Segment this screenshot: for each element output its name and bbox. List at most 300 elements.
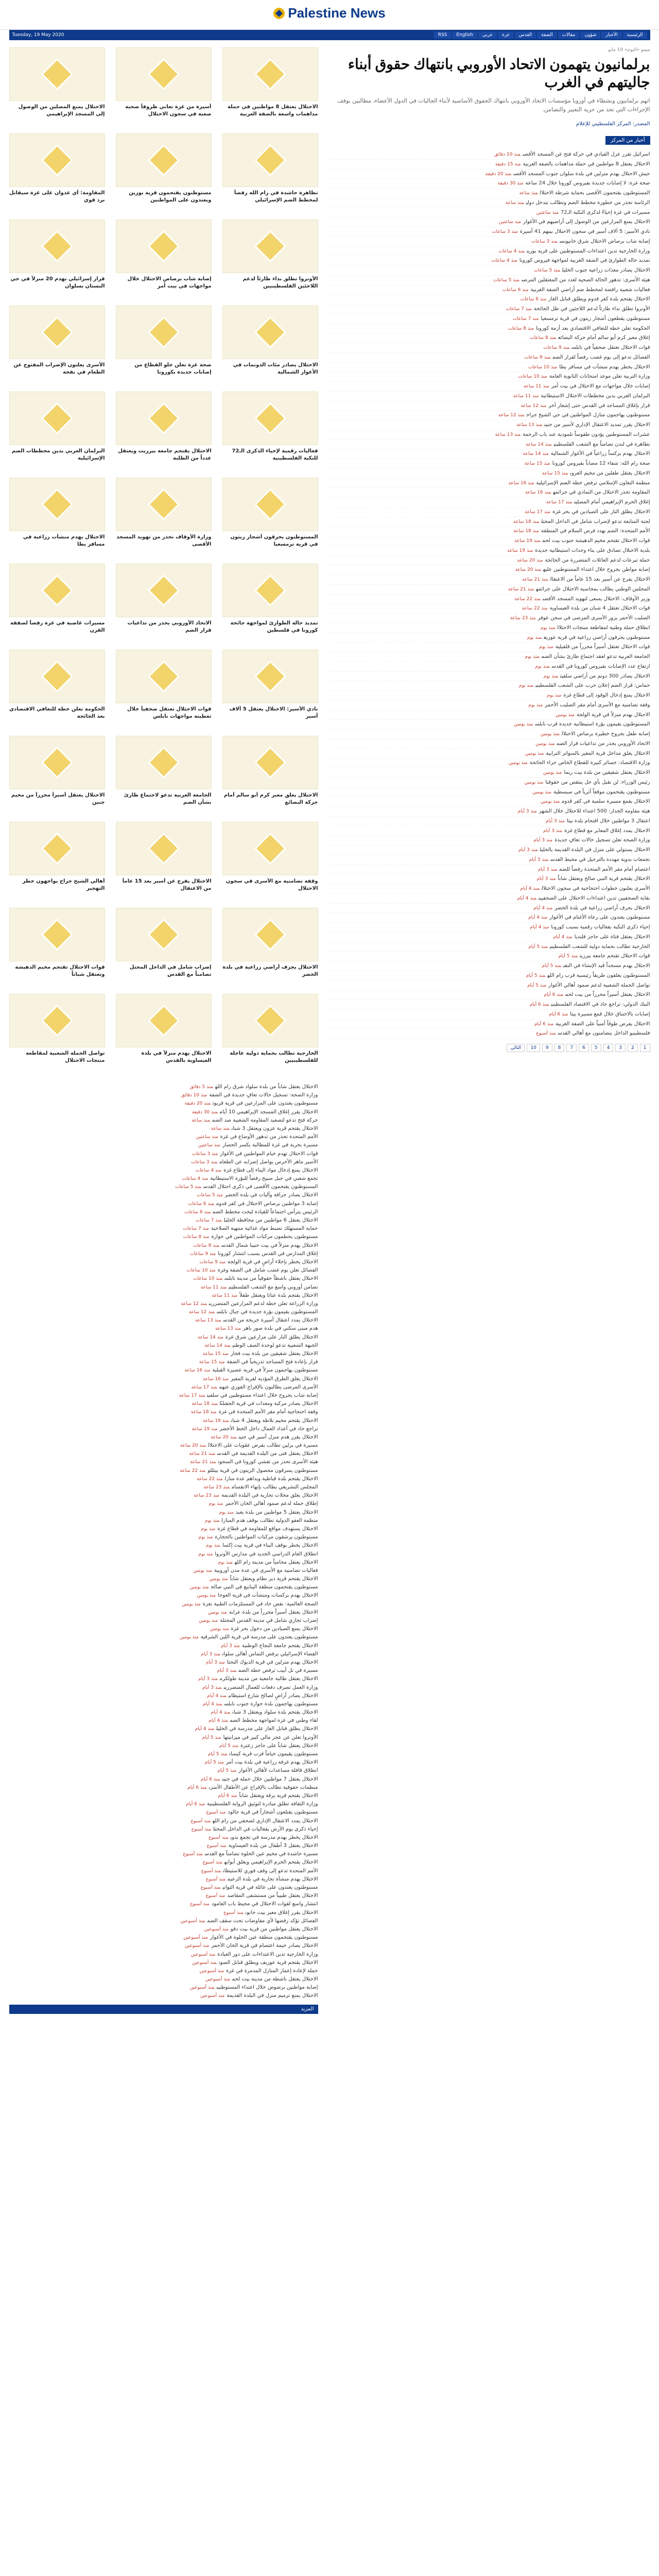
list-item-link[interactable]: قوات الاحتلال تعتقل 4 شبان من بلدة العيساوية (549, 605, 650, 612)
list-item-link[interactable]: الاحتلال يقتحم مخيم بلاطة ويعتقل 4 شبان (231, 1417, 318, 1423)
list-item-link[interactable]: الأمم المتحدة تدعو إلى وقف فوري للاستيطان (223, 1868, 318, 1874)
card-title[interactable]: وزارة الأوقاف تحذر من تهويد المسجد الأقصى (116, 534, 212, 547)
list-item-link[interactable]: المقاومة تحذر الاحتلال من التمادي في جرائمه (553, 489, 650, 496)
list-item-link[interactable]: انطلاق العام الدراسي الجديد في مدارس الأونروا (215, 1551, 318, 1557)
list-item-link[interactable]: الفصائل تعلن يوم غضب شامل في الضفة وغزة (217, 1267, 318, 1274)
nav-item[interactable]: القدس (515, 31, 536, 39)
list-item-link[interactable]: الاحتلال يطلق قنابل الغاز على مدرسة في الخليل (216, 1726, 318, 1732)
card-thumbnail[interactable] (222, 736, 318, 789)
card-thumbnail[interactable] (9, 478, 105, 531)
list-item-link[interactable]: مسيرة في برلين تطالب بفرض عقوبات على الاحتلال (208, 1443, 318, 1449)
list-item-link[interactable]: الاحتلال يعتقل ناشطة من مدينة بيت لحم (232, 1976, 318, 1982)
list-item-link[interactable]: الاحتلال يعتقل ناشطاً حقوقياً من مدينة نابلس (224, 1276, 318, 1282)
news-card[interactable] (222, 564, 318, 642)
nav-item[interactable]: الأخبار (601, 31, 621, 39)
list-item-link[interactable]: تجمع شعبي في جبل صبيح رفضاً للبؤرة الاستيطانية (210, 1176, 318, 1182)
card-title[interactable]: الاحتلال يغلق معبر كرم أبو سالم أمام حركة البضائع (223, 792, 318, 805)
card-thumbnail[interactable] (222, 47, 318, 101)
more-box[interactable]: المزيد (9, 2005, 318, 2014)
news-card[interactable] (222, 908, 318, 987)
list-item-link[interactable]: انتشار واسع لقوات الاحتلال في محيط باب العامود (211, 1901, 318, 1907)
list-item-link[interactable]: وزارة الصحة تعلن تسجيل حالات تعافٍ جديدة (554, 837, 650, 843)
card-thumbnail[interactable] (116, 478, 212, 531)
list-item-link[interactable]: الاحتلال يمنع الصيادين من دخول بحر غزة (231, 1626, 318, 1632)
list-item-link[interactable]: الاحتلال يقتحم قرية دير نظام ويعتقل شاباً (230, 1576, 318, 1582)
list-item-link[interactable]: بلدية الاحتلال تصادق على بناء وحدات استيطانية جديدة (535, 547, 650, 553)
card-title[interactable]: الاحتلال يصادر مئات الدونمات في الأغوار الشمالية (233, 362, 318, 375)
list-item-link[interactable]: تراجع حاد في أعداد العمال داخل الخط الأخضر (219, 1426, 318, 1432)
list-item-link[interactable]: الاحتلال يعتقل أسيراً محرراً من بلدة عرابة (229, 1609, 318, 1615)
list-item-link[interactable]: الاحتلال يعتقل 6 مواطنين من محافظة الخليل (223, 1217, 318, 1223)
list-item-link[interactable]: لجنة المتابعة تدعو لإضراب شامل في الداخل المحتل (541, 518, 650, 524)
list-item-link[interactable]: البرلمان العربي يدين مخططات الاحتلال الاستيطانية (541, 393, 650, 399)
list-item-link[interactable]: قوات الاحتلال تقتحم جامعة بيرزيت (580, 953, 650, 959)
list-item-link[interactable]: قوات الاحتلال تهدم خيام المواطنين في الأغوار (220, 1150, 318, 1157)
list-item-link[interactable]: الاحتلال يمنع إدخال الوقود إلى قطاع غزة (563, 692, 650, 698)
list-item-link[interactable]: الأونروا تعلن عن عجز مالي كبير في ميزانيتها (223, 1734, 318, 1740)
card-title[interactable]: المقاومة: أي عدوان على غزة سيقابل برد قوي (9, 190, 105, 203)
list-item-link[interactable]: انطلاق قافلة مساعدات لأهالي الأغوار (238, 1768, 318, 1774)
list-item-link[interactable]: المجلس التشريعي يطالب بإنهاء الانقسام (231, 1484, 318, 1490)
news-card[interactable] (116, 908, 212, 987)
list-item-link[interactable]: الأسرى يعلنون خطوات احتجاجية في سجون الاحتلال (541, 886, 650, 891)
page-link[interactable]: 6 (579, 1044, 589, 1052)
list-item-link[interactable]: الاحتلال يعتقل 7 مواطنين خلال حملة في جنين (222, 1776, 318, 1782)
list-item-link[interactable]: الاحتلال يصادر خيمة اعتصام في قرية الخان الأحمر (211, 1943, 318, 1949)
list-item-link[interactable]: قرار بإغلاق المساجد في القدس حتى إشعار آخر (548, 402, 650, 409)
page-link[interactable]: 2 (628, 1044, 638, 1052)
list-item-link[interactable]: الاحتلال يعتقل 8 مواطنين في حملة مداهمات بالضفة الغربية (523, 161, 650, 167)
card-title[interactable]: الأونروا تطلق نداء طارئاً لدعم اللاجئين الفلسطينيين (242, 276, 318, 289)
card-title[interactable]: مستوطنون يقتحمون قرية بورين ويعتدون على المواطنين (129, 190, 212, 203)
card-thumbnail[interactable] (222, 219, 318, 273)
list-item-link[interactable]: الصليب الأحمر يزور الأسرى المرضى في سجن عوفر (537, 615, 650, 621)
list-item-link[interactable]: الاحتلال يصادر جرافة وآليات في بلدة الخضر (224, 1192, 318, 1198)
list-item-link[interactable]: الاحتلال يقتحم بلدة سلواد ويعتقل 3 شبان (232, 1709, 318, 1716)
card-thumbnail[interactable] (9, 564, 105, 617)
list-item-link[interactable]: مستوطنون يعتدون على عائلة في قرية التواني (222, 1885, 318, 1890)
list-item-link[interactable]: وزارة العمل تصرف دفعات للعمال المتضررين (223, 1684, 318, 1690)
list-item-link[interactable]: الاحتلال يستهدف مواقع للمقاومة في قطاع غزة (217, 1526, 318, 1532)
card-thumbnail[interactable] (222, 994, 318, 1047)
list-item-link[interactable]: الجبهة الشعبية تدعو لوحدة الصف الوطني (232, 1342, 318, 1348)
card-thumbnail[interactable] (9, 306, 105, 359)
list-item-link[interactable]: تجمعات بدوية مهددة بالترحيل في محيط القدس (550, 856, 650, 862)
card-title[interactable]: الخارجية تطالب بحماية دولية عاجلة للفلسطينيين (230, 1050, 318, 1063)
list-item-link[interactable]: الاحتلال يهدم مسجداً قيد الإنشاء في النقب (563, 963, 650, 969)
news-card[interactable] (222, 650, 318, 728)
list-item-link[interactable]: الأسرى المرضى يطالبون بالإفراج الفوري عنهم (219, 1384, 318, 1390)
list-item-link[interactable]: الاحتلال يجرف أراضي زراعية في بلدة الخضر (554, 905, 650, 911)
list-item-link[interactable]: تمديد حالة الطوارئ في الضفة الغربية لمواجهة فيروس كورونا (519, 258, 650, 264)
card-thumbnail[interactable] (9, 650, 105, 703)
list-item-link[interactable]: الاحتلال يصادر 300 دونم من أراضي سلفيت (560, 673, 650, 679)
list-item-link[interactable]: إغلاق الحرم الإبراهيمي أمام المصلين (574, 499, 650, 505)
list-item-link[interactable]: مستوطنون يعتدون على المزارعين في قرية قريوت (212, 1100, 318, 1107)
news-card[interactable] (116, 650, 212, 728)
card-thumbnail[interactable] (222, 822, 318, 875)
list-item-link[interactable]: حماية المستهلك تضبط مواد غذائية منتهية الصلاحية (211, 1226, 318, 1232)
list-item-link[interactable]: الفصائل تدعو إلى يوم غضب رفضاً لقرار الضم (552, 354, 650, 360)
list-item-link[interactable]: الاحتلال يخطر بوقف البناء في قرية بيت إكسا (222, 1543, 318, 1549)
list-item-link[interactable]: حماس: قرار الضم إعلان حرب على الشعب الفلسطيني (535, 683, 650, 689)
list-item-link[interactable]: الاحتلال يقتحم الحرم الإبراهيمي ويغلق أبوابه (224, 1859, 318, 1866)
list-item-link[interactable]: الأونروا تطلق نداء طارئاً لدعم اللاجئين في ظل الجائحة (533, 306, 650, 312)
news-card[interactable] (9, 219, 105, 298)
news-card[interactable] (9, 306, 105, 384)
card-title[interactable]: قوات الاحتلال تعتقل صحفياً خلال تغطيته مواجهات نابلس (127, 706, 212, 719)
list-item-link[interactable]: وزارة الزراعة تعلن خطة لدعم المزارعين المتضررين (209, 1300, 318, 1307)
card-title[interactable]: الجامعة العربية تدعو لاجتماع طارئ بشأن الضم (124, 792, 212, 805)
site-logo[interactable] (273, 5, 385, 21)
list-item-link[interactable]: الاحتلال يقتحم جامعة النجاح الوطنية (241, 1642, 318, 1649)
list-item-link[interactable]: الاحتلال يطلق النار على الصيادين في بحر غزة (552, 509, 650, 515)
card-title[interactable]: مسيرات غاضبة في غزة رفضاً لصفقة القرن (10, 620, 105, 633)
list-item-link[interactable]: إغلاق معبر كرم أبو سالم أمام حركة البضائع (558, 335, 650, 341)
list-item-link[interactable]: تواصل الحملة الشعبية لدعم صمود أهالي الأغوار (548, 982, 650, 988)
list-item-link[interactable]: ارتفاع عدد الإصابات بفيروس كورونا في القدس (551, 663, 650, 669)
list-item-link[interactable]: وزارة الثقافة تطلق مبادرة لتوثيق الرواية الفلسطينية (207, 1801, 318, 1807)
nav-item[interactable]: الرئيسية (623, 31, 647, 39)
list-item-link[interactable]: مسيرة بحرية في غزة للمطالبة بكسر الحصار (222, 1142, 318, 1148)
list-item-link[interactable]: الاحتلال يقتحم قرية برقة ويعتقل شاباً (239, 1792, 318, 1799)
list-item-link[interactable]: الاحتلال يعتقل شاباً على حاجز زعترة (240, 1742, 318, 1749)
card-title[interactable]: الاحتلال يهدم منشآت زراعية في مسافر يطا (23, 534, 105, 547)
list-item-link[interactable]: مستوطنون يعتدون على رعاة الأغنام في الأغوار (549, 914, 650, 921)
list-item-link[interactable]: فعاليات تضامنية مع الأسرى في عدة مدن أوروبية (214, 1567, 318, 1573)
list-item-link[interactable]: لقاء وطني في غزة لمواجهة مخطط الضم (230, 1718, 318, 1724)
page-link[interactable]: 10 (527, 1044, 540, 1052)
list-item-link[interactable]: الاحتلال يعتقل أسيراً محرراً من بيت لحم (565, 992, 650, 998)
list-item-link[interactable]: مستوطنون يقتلعون أشجاراً في قرية جالود (228, 1809, 318, 1816)
list-item-link[interactable]: مسيرة في تل أبيب ترفض خطة الضم (238, 1668, 318, 1674)
list-item-link[interactable]: رئيس الوزراء: لن نقبل بأي حل ينتقص من حقوقنا (545, 779, 650, 785)
list-item-link[interactable]: مستوطنون يحطمون مركبات المواطنين في حوارة (211, 1234, 318, 1240)
list-item-link[interactable]: الاحتلال يقتحم بلدة عناتا ويعتقل طفلاً (239, 1292, 318, 1298)
news-card[interactable] (9, 822, 105, 901)
list-item-link[interactable]: مستوطنون يقيمون خياماً قرب قرية كيسان (229, 1751, 318, 1757)
list-item-link[interactable]: الاحتلال يعتقل طالبة جامعية من مدينة طولكرم (219, 1676, 318, 1682)
list-item-link[interactable]: هيئة الأسرى تحذر من تفشي كورونا في السجون (218, 1459, 318, 1465)
card-thumbnail[interactable] (9, 47, 105, 101)
list-item-link[interactable]: إصابة مواطنين برضوض خلال اعتداء المستوطنين (216, 1985, 318, 1991)
news-card[interactable] (9, 908, 105, 987)
card-thumbnail[interactable] (116, 392, 212, 445)
list-item-link[interactable]: الصحة العالمية: نقص حاد في المستلزمات الطبية بغزة (202, 1601, 318, 1607)
list-item-link[interactable]: إصابة شاب برصاص الاحتلال شرق خانيونس (559, 238, 650, 244)
list-item-link[interactable]: البنك الدولي: تراجع حاد في الاقتصاد الفلسطيني (551, 1002, 650, 1007)
card-title[interactable]: الحكومة تعلن خطة للتعافي الاقتصادي بعد الجائحة (9, 706, 105, 719)
list-item-link[interactable]: الاحتلال يفرض طوقاً أمنياً على الضفة الغربية (556, 1021, 650, 1027)
list-item-link[interactable]: إحياء ذكرى النكبة بفعاليات رقمية بسبب كورونا (551, 924, 650, 930)
list-item-link[interactable]: الاحتلال يهدم منزلين في قرية الديوك التحتا (227, 1659, 318, 1665)
list-item-link[interactable]: الرئيس يترأس اجتماعاً للقيادة لبحث مخطط الضم (213, 1209, 318, 1215)
card-title[interactable]: إصابة شاب برصاص الاحتلال خلال مواجهات في بيت أمر (127, 276, 212, 289)
list-item-link[interactable]: الاحتلال يصادر معدات زراعية جنوب الخليل (562, 267, 650, 273)
card-thumbnail[interactable] (222, 133, 318, 187)
card-thumbnail[interactable] (116, 822, 212, 875)
list-item-link[interactable]: إطلاق حملة لدعم صمود أهالي الخان الأحمر (225, 1501, 318, 1507)
card-title[interactable]: نادي الأسير: الاحتلال يعتقل 5 آلاف أسير (229, 706, 318, 719)
list-item-link[interactable]: عشرات المستوطنين يؤدون طقوساً تلمودية عند باب الرحمة (523, 431, 650, 437)
page-link[interactable]: 5 (591, 1044, 601, 1052)
list-item-link[interactable]: المستوطنون يقيمون بؤرة استيطانية جديدة قرب نابلس (535, 721, 650, 727)
card-thumbnail[interactable] (9, 994, 105, 1047)
list-item-link[interactable]: الأسير ماهر الأخرس يواصل إضرابه عن الطعام (219, 1159, 318, 1165)
list-item-link[interactable]: هدم مبنى سكني في بلدة صور باهر (242, 1326, 318, 1332)
list-item-link[interactable]: الاحتلال يغلق مداخل قرية المغير بالسواتر الترابية (546, 750, 650, 756)
card-title[interactable]: الاحتلال يفرج عن أسير بعد 15 عاماً من الاعتقال (122, 878, 212, 891)
card-title[interactable]: صحة غزة تعلن خلو القطاع من إصابات جديدة بكورونا (134, 362, 212, 375)
card-thumbnail[interactable] (222, 564, 318, 617)
card-thumbnail[interactable] (222, 650, 318, 703)
card-title[interactable]: الاحتلال يمنع المصلين من الوصول إلى المسجد الإبراهيمي (18, 104, 105, 117)
list-item-link[interactable]: قرار بإعادة فتح المساجد تدريجياً في الضفة (227, 1359, 318, 1365)
news-card[interactable] (222, 478, 318, 556)
list-item-link[interactable]: جيش الاحتلال يهدم منزلين في بلدة سلوان جنوب المسجد الأقصى (513, 171, 650, 177)
list-item-link[interactable]: وزارة الاقتصاد: خسائر كبيرة للقطاع الخاص جراء الجائحة (529, 760, 650, 766)
list-item-link[interactable]: نقابة الصحفيين تدين اعتداءات الاحتلال على الصحفيين (539, 895, 650, 901)
card-thumbnail[interactable] (116, 219, 212, 273)
list-item-link[interactable]: إضراب تجاري شامل في مدينة القدس المحتلة (220, 1618, 318, 1623)
news-card[interactable] (9, 736, 105, 815)
list-item-link[interactable]: الاحتلال يقمع مسيرة سلمية في كفر قدوم (562, 799, 650, 805)
list-item-link[interactable]: الاحتلال يخطر بهدم مدرسة في تجمع بدوي (230, 1834, 318, 1840)
list-item-link[interactable]: القضاء الإسرائيلي يرفض التماس أهالي سلوان (222, 1651, 318, 1657)
list-item-link[interactable]: هيئة مقاومة الجدار: 500 اعتداء للاحتلال خلال الشهر (539, 808, 650, 814)
page-link[interactable]: 9 (542, 1044, 552, 1052)
news-card[interactable] (222, 306, 318, 384)
list-item-link[interactable]: انطلاق حملة وطنية لمقاطعة منتجات الاحتلال (557, 624, 650, 631)
news-card[interactable] (9, 564, 105, 642)
list-item-link[interactable]: الاحتلال يمنع المزارعين من الوصول إلى أراضيهم في الأغوار (523, 219, 650, 225)
list-item-link[interactable]: الاحتلال يهدم منشأة تجارية في بلدة الزعيم (228, 1876, 318, 1882)
list-item-link[interactable]: منظمة العفو الدولية تطالب بوقف هدم المنازل (221, 1517, 318, 1523)
list-item-link[interactable]: الاحتلال يقتحم بلدة قباطية ويداهم عدة منازل (224, 1476, 318, 1482)
list-item-link[interactable]: وقفة احتجاجية أمام مقر الأمم المتحدة في غزة (218, 1409, 318, 1415)
card-title[interactable]: تمديد حالة الطوارئ لمواجهة جائحة كورونا في فلسطين (230, 620, 318, 633)
list-item-link[interactable]: المستوطنون يقيمون بؤرة جديدة في جبال نابلس (216, 1309, 318, 1315)
list-item-link[interactable]: فعاليات شعبية رافضة لمخطط ضم أراضي الضفة الغربية (530, 286, 650, 293)
card-thumbnail[interactable] (116, 650, 212, 703)
list-item-link[interactable]: الاحتلال يخطر بهدم منشآت في مسافر يطا (559, 364, 650, 370)
list-item-link[interactable]: الاحتلال يقتحم بلدة كفر قدوم ويطلق قنابل الغاز (548, 296, 650, 302)
article-source[interactable]: المصدر: المركز الفلسطيني للإعلام (576, 121, 650, 127)
list-item-link[interactable]: وزير الأوقاف: الاحتلال يسعى لتهويد المسجد الأقصى (542, 596, 650, 602)
card-thumbnail[interactable] (116, 736, 212, 789)
card-title[interactable]: الاحتلال يهدم منزلاً في بلدة العيساوية بالقدس (141, 1050, 212, 1063)
list-item-link[interactable]: الاحتلال يخطر بإخلاء أراضٍ في قرية الولجة (227, 1259, 318, 1265)
list-item-link[interactable]: هيئة الأسرى: تدهور الحالة الصحية لعدد من المعتقلين المرضى (521, 277, 650, 283)
list-item-link[interactable]: إصابات خلال مواجهات مع الاحتلال في بيت أمر (551, 383, 650, 389)
news-card[interactable] (116, 736, 212, 815)
list-item-link[interactable]: مستوطنون يهاجمون منزلاً في قرية عصيرة القبلية (212, 1367, 318, 1374)
list-item-link[interactable]: الاحتلال يقرر إغلاق معبر بيت حانون (245, 1909, 318, 1916)
card-title[interactable]: الاتحاد الأوروبي يحذر من تداعيات قرار الضم (127, 620, 212, 633)
list-item-link[interactable]: تضامن أوروبي واسع مع الشعب الفلسطيني (229, 1284, 318, 1290)
list-item-link[interactable]: اعتقال 3 مواطنين خلال اقتحام بلدة بيتا (566, 818, 650, 824)
list-item-link[interactable]: فلسطينيو الداخل يتضامنون مع أهالي القدس (558, 1030, 650, 1037)
list-item-link[interactable]: الاحتلال يعتقل مواطنين من قرية بيت دقو (230, 1926, 318, 1932)
card-thumbnail[interactable] (222, 908, 318, 961)
news-card[interactable] (9, 47, 105, 126)
card-thumbnail[interactable] (222, 306, 318, 359)
list-item-link[interactable]: الاحتلال يعتقل شاباً من بلدة سلواد شرق رام الله (215, 1084, 318, 1090)
list-item-link[interactable]: مستوطنون يقتحمون موقعاً أثرياً في سبسطية (553, 789, 650, 795)
card-thumbnail[interactable] (116, 564, 212, 617)
list-item-link[interactable]: إصابة مواطن بجروح خلال اعتداء المستوطنين عليه (543, 567, 650, 573)
card-thumbnail[interactable] (9, 736, 105, 789)
card-title[interactable]: الأسرى يعلنون الإضراب المفتوح عن الطعام في نفحة (13, 362, 105, 375)
list-item-link[interactable]: الاحتلال يهدم بركسات ومنشآت في قرية العوجا (218, 1592, 318, 1599)
card-thumbnail[interactable] (222, 478, 318, 531)
list-item-link[interactable]: الاحتلال يعتقل فتى من البلدة القديمة في القدس (217, 1451, 318, 1457)
list-item-link[interactable]: الاحتلال يعتقل شقيقين من بلدة بيت ريما (564, 770, 650, 775)
list-item-link[interactable]: الاتحاد الأوروبي يحذر من تداعيات قرار الضم (557, 740, 650, 747)
nav-item[interactable]: RSS (434, 31, 452, 39)
list-item-link[interactable]: الاحتلال يمنع ترميم منزل في البلدة القديمة (227, 1993, 318, 1999)
news-card[interactable] (222, 392, 318, 470)
list-item-link[interactable]: مستوطنون يرشقون مركبات المواطنين بالحجارة (215, 1534, 318, 1540)
list-item-link[interactable]: مستوطنون يقتحمون منطقة عين الحلوة في الأغوار (210, 1935, 318, 1941)
card-title[interactable]: الاحتلال يعتقل 8 مواطنين في حملة مداهمات واسعة بالضفة الغربية (227, 104, 318, 117)
card-thumbnail[interactable] (9, 392, 105, 445)
news-card[interactable] (116, 47, 212, 126)
nav-item[interactable]: English (452, 31, 477, 39)
list-item-link[interactable]: وقفة تضامنية مع الأسرى أمام مقر الصليب الأحمر (545, 702, 650, 708)
news-card[interactable] (9, 650, 105, 728)
list-item-link[interactable]: إحياء ذكرى يوم الأرض بفعاليات في الداخل المحتل (213, 1826, 318, 1832)
list-item-link[interactable]: وزارة الخارجية تدين الاعتداءات على دور العبادة (217, 1951, 318, 1957)
news-card[interactable] (116, 822, 212, 901)
card-thumbnail[interactable] (9, 133, 105, 187)
card-thumbnail[interactable] (9, 908, 105, 961)
list-item-link[interactable]: قوات الاحتلال تعتقل أسيراً محرراً من قلقيلية (555, 644, 650, 650)
list-item-link[interactable]: الأمم المتحدة: الضم يهدد فرص السلام في المنطقة (541, 528, 650, 534)
news-card[interactable] (116, 306, 212, 384)
list-item-link[interactable]: مستوطنون يسرقون محصول الزيتون في قرية بيتللو (207, 1467, 318, 1473)
list-item-link[interactable]: حملة تبرعات لدعم العائلات المتضررة من الجائحة (545, 557, 650, 563)
card-title[interactable]: الاحتلال يجرف أراضي زراعية في بلدة الخضر (222, 964, 318, 977)
page-link[interactable]: 4 (603, 1044, 614, 1052)
card-title[interactable]: أسيرة من غزة تعاني ظروفاً صحية صعبة في سجون الاحتلال (125, 104, 212, 117)
list-item-link[interactable]: وزارة التربية تعلن موعد امتحانات الثانوية العامة (549, 374, 650, 380)
card-title[interactable]: المستوطنون يحرقون أشجار زيتون في قرية ترمسعيا (230, 534, 318, 547)
nav-item[interactable]: عربي (478, 31, 497, 39)
list-item-link[interactable]: الاحتلال يعتقل فتاة على حاجز قلنديا (574, 934, 650, 940)
list-item-link[interactable]: إصابة 3 مواطنين برصاص الاحتلال في كفر قدوم (216, 1200, 318, 1207)
list-item-link[interactable]: إصابات بالاختناق خلال قمع مسيرة بيتا (570, 1011, 650, 1017)
list-item-link[interactable]: إغلاق المدارس في القدس بسبب انتشار كورونا (218, 1250, 318, 1257)
page-link[interactable]: التالي (507, 1044, 525, 1052)
list-item-link[interactable]: الاحتلال يفرج عن أسير بعد 15 عاماً من الاعتقال (550, 577, 650, 582)
list-item-link[interactable]: منظمات حقوقية تطالب بالإفراج عن الأطفال الأسرى (209, 1784, 318, 1790)
list-item-link[interactable]: مستوطنون يعتدون على مدرسة في قرية اللبن الشرقية (200, 1634, 318, 1640)
nav-item[interactable]: شؤون (580, 31, 600, 39)
list-item-link[interactable]: الاحتلال يقتحم قرية عوريف ويطلق قنابل الصوت (218, 1959, 318, 1965)
nav-item[interactable]: الضفة (537, 31, 557, 39)
list-item-link[interactable]: الاحتلال يغلق محلات تجارية في البلدة القديمة (221, 1493, 318, 1499)
news-card[interactable] (222, 47, 318, 126)
list-item-link[interactable]: الاحتلال يقتحم قرية عزون ويعتقل 3 شبان (231, 1125, 318, 1131)
list-item-link[interactable]: الاحتلال يعتقل شقيقين من بلدة بيت فجار (230, 1351, 318, 1357)
list-item-link[interactable]: المستوطنون يقتحمون الأقصى بحماية شرطة الاحتلال (540, 190, 650, 196)
list-item-link[interactable]: الاحتلال يعتقل طبيباً من مستشفى المقاصد (227, 1893, 318, 1899)
list-item-link[interactable]: المجلس الوطني يطالب بمحاسبة الاحتلال على جرائمه (536, 586, 650, 592)
list-item-link[interactable]: الاحتلال يغلق الطرق المؤدية لقرية المغير (231, 1376, 318, 1382)
list-item-link[interactable]: صحة غزة: لا إصابات جديدة بفيروس كورونا خلال 24 ساعة (525, 180, 650, 187)
list-item-link[interactable]: الاحتلال يهدم منزلاً في بيت حنينا شمال القدس (221, 1242, 318, 1248)
page-link[interactable]: 3 (615, 1044, 626, 1052)
list-item-link[interactable]: مستوطنون يهاجمون بلدة حوارة جنوب نابلس (224, 1701, 318, 1707)
list-item-link[interactable]: قوات الاحتلال تقتحم مخيم الدهيشة جنوب بيت لحم (542, 538, 650, 544)
news-card[interactable] (222, 219, 318, 298)
list-item-link[interactable]: الاحتلال يقرر إغلاق المسجد الإبراهيمي 10 أيام (219, 1109, 318, 1115)
card-title[interactable]: قوات الاحتلال تقتحم مخيم الدهيشة وتعتقل شباناً (15, 964, 105, 977)
list-item-link[interactable]: الاحتلال يعتقل 3 أطفال من بلدة العيساوية (228, 1843, 318, 1849)
list-item-link[interactable]: مسيرات في غزة إحياءً لذكرى النكبة الـ72 (560, 209, 650, 215)
list-item-link[interactable]: حركة فتح تدعو لتصعيد المقاومة الشعبية ضد الضم (212, 1117, 318, 1123)
list-item-link[interactable]: الاحتلال يقرر تمديد الاعتقال الإداري لأسير من جنين (544, 422, 650, 428)
card-title[interactable]: فعاليات رقمية لإحياء الذكرى الـ72 للنكبة الفلسطينية (232, 448, 318, 461)
card-thumbnail[interactable] (222, 392, 318, 445)
list-item-link[interactable]: الاحتلال يصادر مركبة ومعدات في قرية الجفتلك (219, 1401, 318, 1407)
list-item-link[interactable]: الاحتلال يهدم منزلاً في قرية الولجة (576, 711, 650, 718)
card-title[interactable]: الاحتلال يعتقل أسيراً محرراً من مخيم جنين (11, 792, 105, 805)
list-item-link[interactable]: الأمم المتحدة تحذر من تدهور الأوضاع في غزة (220, 1134, 318, 1140)
news-card[interactable] (222, 736, 318, 815)
list-item-link[interactable]: مستوطنون يهاجمون منازل المواطنين في حي الشيخ جراح (526, 412, 650, 418)
list-item-link[interactable]: الاحتلال يعتقل طفلين من مخيم العروب (570, 470, 650, 476)
page-link[interactable]: 8 (554, 1044, 565, 1052)
news-card[interactable] (9, 478, 105, 556)
list-item-link[interactable]: وزارة الصحة: تسجيل حالات تعافٍ جديدة في الضفة (209, 1092, 318, 1098)
list-item-link[interactable]: اعتصام أمام مقر الأمم المتحدة رفضاً للضم (559, 866, 650, 872)
list-item-link[interactable]: صحة رام الله: شفاء 12 مصاباً بفيروس كورونا (552, 461, 650, 466)
list-item-link[interactable]: الاحتلال يمدد إغلاق المعابر مع قطاع غزة (564, 827, 650, 834)
card-title[interactable]: البرلمان العربي يدين مخططات الضم الإسرائيلية (11, 448, 105, 461)
news-card[interactable] (116, 564, 212, 642)
news-card[interactable] (222, 994, 318, 1073)
news-card[interactable] (9, 392, 105, 470)
news-card[interactable] (116, 994, 212, 1073)
list-item-link[interactable]: المستوطنون يغلقون طريقاً رئيسية قرب رام الله (547, 972, 650, 978)
list-item-link[interactable]: الاحتلال يصادر أراضٍ لصالح شارع استيطاني (228, 1692, 318, 1699)
list-item-link[interactable]: الاحتلال يعتقل 5 مواطنين من بلدة يعبد (235, 1509, 318, 1515)
card-thumbnail[interactable] (116, 908, 212, 961)
list-item-link[interactable]: إصابة طفل بجروح خطيرة برصاص الاحتلال (561, 731, 650, 737)
news-card[interactable] (116, 392, 212, 470)
card-thumbnail[interactable] (9, 219, 105, 273)
card-thumbnail[interactable] (116, 994, 212, 1047)
list-item-link[interactable]: المستوطنون يقتحمون الأقصى في ذكرى احتلال القدس (203, 1184, 318, 1190)
news-card[interactable] (9, 133, 105, 212)
list-item-link[interactable]: الجامعة العربية تدعو لعقد اجتماع طارئ بشأن الضم (541, 654, 650, 659)
list-item-link[interactable]: الاحتلال يمنع إدخال مواد البناء إلى قطاع غزة (223, 1167, 318, 1173)
list-item-link[interactable]: مستوطنون يقطعون أشجار زيتون في قرية ترمسعيا (541, 315, 650, 321)
list-item-link[interactable]: إصابة شاب بجروح خلال اعتداء مستوطنين في سلفيت (207, 1392, 318, 1398)
list-item-link[interactable]: منظمة التعاون الإسلامي ترفض خطة الضم الإسرائيلية (536, 480, 650, 486)
card-title[interactable]: تواصل الحملة الشعبية لمقاطعة منتجات الاحتلال (26, 1050, 105, 1063)
card-title[interactable]: وقفة تضامنية مع الأسرى في سجون الاحتلال (226, 878, 318, 891)
list-item-link[interactable]: الحكومة تعلن خطة للتعافي الاقتصادي بعد أزمة كورونا (536, 325, 650, 331)
list-item-link[interactable]: وزارة الخارجية تدين اعتداءات المستوطنين على قرية بورين (526, 248, 650, 254)
card-title[interactable]: قرار إسرائيلي بهدم 20 منزلاً في حي البستان بسلوان (10, 276, 105, 289)
list-item-link[interactable]: الاحتلال يستولي على منزل في البلدة القديمة بالخليل (540, 847, 650, 853)
list-item-link[interactable]: الاحتلال يقرر هدم منزل أسير في جنين (238, 1434, 318, 1440)
news-card[interactable] (222, 822, 318, 901)
list-item-link[interactable]: الاحتلال يهدم غرفة زراعية في بلدة بيت أمر (226, 1759, 318, 1766)
